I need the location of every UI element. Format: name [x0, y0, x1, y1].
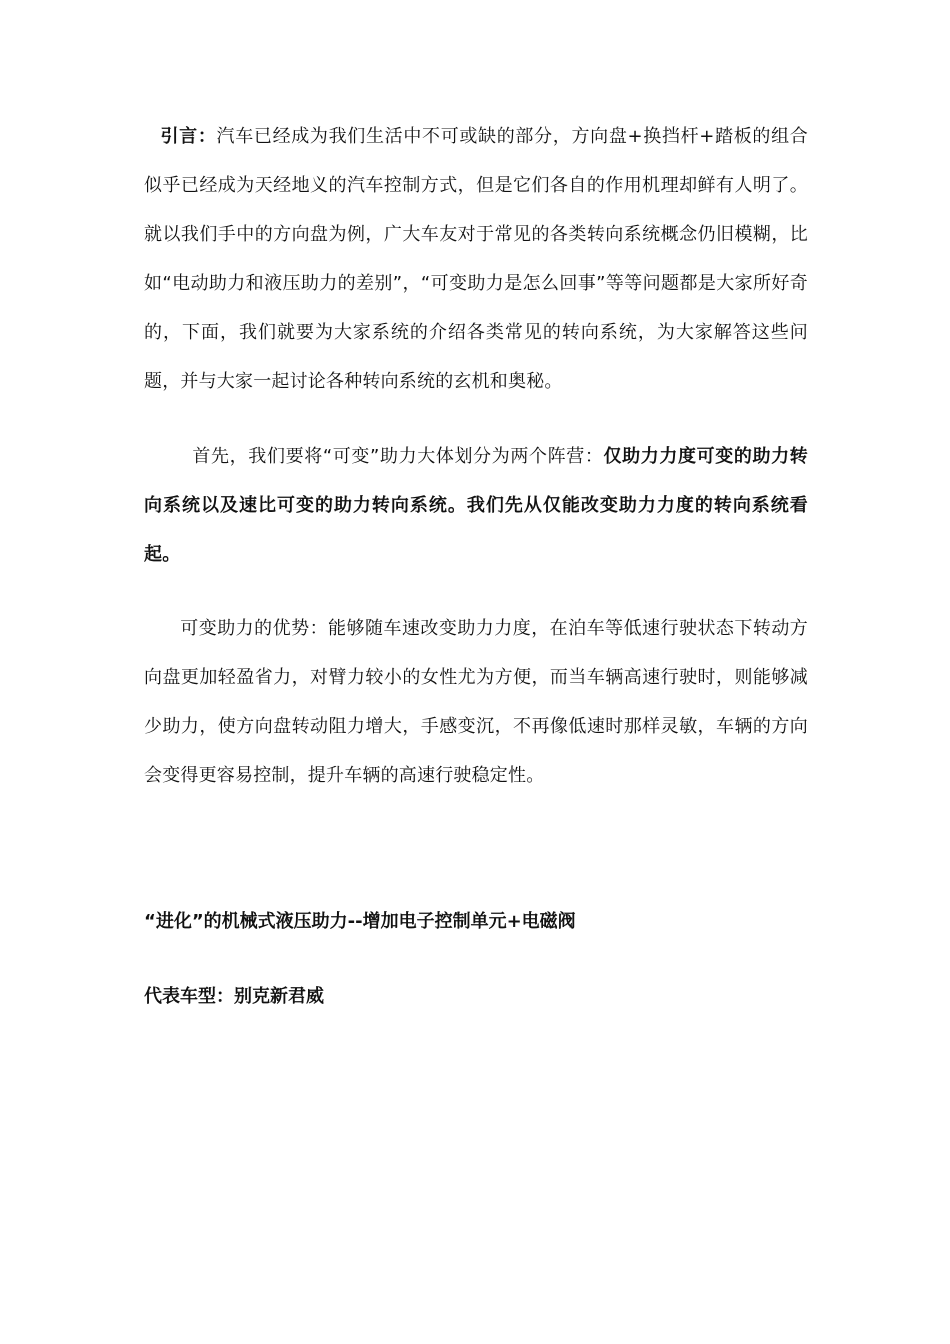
first-text: 首先，我们要将“可变”助力大体划分为两个阵营： — [192, 446, 604, 467]
intro-label: 引言： — [160, 126, 217, 147]
advantage-text: 可变助力的优势：能够随车速改变助力力度，在泊车等低速行驶状态下转动方向盘更加轻盈省力，对臂力较小的女性尤为方便，而当车辆高速行驶时，则能够减少助力，使方向盘转动阻力增大，手感变沉，不再像低速时那样灵敏，车辆的方向会变得更容易控制，提升车辆的高速行驶稳定性。 — [144, 618, 808, 786]
advantage-paragraph — [144, 604, 808, 800]
first-bold-text: 仅助力力度可变的助力转向系统以及速比可变的助力转向系统。我们先从仅能改变助力力度的转向系统看起。 — [144, 446, 809, 565]
intro-text: 汽车已经成为我们生活中不可或缺的部分，方向盘+换挡杆+踏板的组合似乎已经成为天经地义的汽车控制方式，但是它们各自的作用机理却鲜有人明了。就以我们手中的方向盘为例，广大车友对于常见的各类转向系统概念仍旧模糊，比如“电动助力和液压助力的差别”，“可变助力是怎么回事”等等问题都是大家所好奇的，下面，我们就要为大家系统的介绍各类常见的转向系统，为大家解答这些问题，并与大家一起讨论各种转向系统的玄机和奥秘。 — [144, 126, 808, 392]
section-heading: “进化”的机械式液压助力--增加电子控制单元+电磁阀 — [144, 911, 576, 932]
representative-model: 代表车型：别克新君威 — [144, 986, 324, 1007]
first-paragraph — [144, 432, 808, 579]
intro-paragraph — [144, 112, 808, 406]
